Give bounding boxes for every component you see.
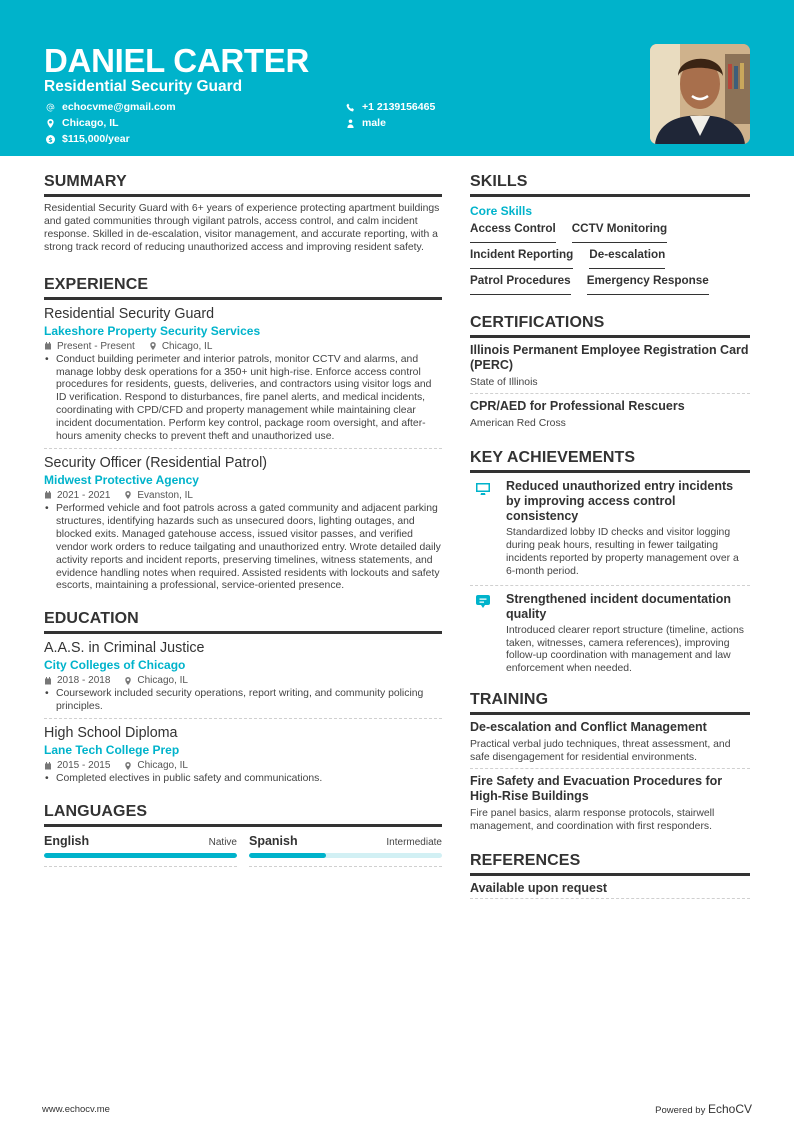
money-icon <box>44 133 56 145</box>
skill-tag: Incident Reporting <box>470 247 573 269</box>
references-section <box>470 851 750 899</box>
location-pin-icon <box>124 677 132 685</box>
language-name: Spanish <box>249 834 298 849</box>
contact-email[interactable]: echocvme@gmail.com <box>44 100 176 114</box>
school-name: Lane Tech College Prep <box>44 743 180 758</box>
monitor-icon <box>475 481 491 497</box>
proficiency-bar-fill <box>249 853 326 858</box>
job-title: Residential Security Guard <box>44 305 215 322</box>
skill-tag: Patrol Procedures <box>470 273 571 295</box>
entry-meta <box>44 340 442 353</box>
at-icon <box>44 101 56 113</box>
proficiency-bar <box>44 853 237 858</box>
experience-section <box>44 275 442 598</box>
language-name: English <box>44 834 90 849</box>
degree: A.A.S. in Criminal Justice <box>44 640 205 657</box>
contact-gender: male <box>344 116 386 130</box>
calendar-icon <box>44 677 52 685</box>
job-title: Security Officer (Residential Patrol) <box>44 454 268 471</box>
profile-photo <box>650 44 750 144</box>
person-icon <box>344 117 356 129</box>
achievement-item <box>470 586 750 683</box>
experience-entry <box>44 300 442 449</box>
company-name: Lakeshore Property Security Services <box>44 323 261 338</box>
left-column <box>44 172 442 867</box>
languages-section <box>44 802 442 867</box>
section-title: SUMMARY <box>44 172 442 197</box>
certification-item <box>470 338 750 394</box>
training-section <box>470 690 750 837</box>
entry-meta <box>44 674 442 687</box>
training-item <box>470 715 750 769</box>
svg-text:$: $ <box>47 136 53 144</box>
phone-icon <box>344 101 356 113</box>
education-section <box>44 609 442 790</box>
entry-bullet: • Performed vehicle and foot patrols across a gated community and adjacent parking structures, identifying hazards such as unsecured doors, lighting outages, and blocked exits. Managed gatehouse access, issued visitor passes, and verified vendor work orders to reduce tailgating and unauthorized entry. Wrote detailed daily activity reports and incident reports, preserving timelines, witness statements, and evidence handling notes when required. Assisted residents with lockouts and safety escorts, maintaining a professional, service-oriented presence. <box>44 503 442 593</box>
achievements-section <box>470 448 750 682</box>
chat-icon <box>475 594 491 610</box>
language-item <box>44 833 237 867</box>
school-name: City Colleges of Chicago <box>44 658 186 673</box>
entry-dates: 2018 - 2018 <box>57 675 111 687</box>
skill-tag: Access Control <box>470 221 556 243</box>
training-desc: Fire panel basics, alarm response protocols, stairwell management, and coordination with first responders. <box>470 808 715 833</box>
contact-phone[interactable]: +1 2139156465 <box>344 100 435 114</box>
certification-name: CPR/AED for Professional Rescuers <box>470 399 685 413</box>
skill-group-title: Core Skills <box>470 204 533 218</box>
summary-section <box>44 172 442 255</box>
section-title: REFERENCES <box>470 851 750 876</box>
section-title: SKILLS <box>470 172 750 197</box>
certification-name: Illinois Permanent Employee Registration Card (PERC) <box>470 343 749 372</box>
proficiency-bar <box>249 853 442 858</box>
entry-bullet: • Conduct building perimeter and interior patrols, monitor CCTV and alarms, and manage lobby desk operations for a 350+ unit high-rise. Enforce access control procedures for residents, guests, deliveries, and contractors using visitor logs and ID verification. Respond to disturbances, fire panel alerts, and medical incidents, coordinating with CPD/CFD and property management while maintaining clear incident documentation. Perform key control, package room oversight, and after-hours amenity checks to prevent theft and unauthorized use. <box>44 354 442 444</box>
certifications-section <box>470 313 750 434</box>
language-level: Intermediate <box>386 837 442 849</box>
skills-section <box>470 172 750 299</box>
candidate-name: DANIEL CARTER <box>44 42 309 79</box>
entry-dates: 2015 - 2015 <box>57 760 111 772</box>
achievement-title: Reduced unauthorized entry incidents by improving access control consistency <box>506 479 734 523</box>
certification-issuer: American Red Cross <box>470 418 566 429</box>
training-name: Fire Safety and Evacuation Procedures for High-Rise Buildings <box>470 774 723 804</box>
certification-issuer: State of Illinois <box>470 377 538 388</box>
candidate-title: Residential Security Guard <box>44 78 243 95</box>
calendar-icon <box>44 342 52 350</box>
training-name: De-escalation and Conflict Management <box>470 720 707 735</box>
entry-dates: 2021 - 2021 <box>57 489 111 501</box>
entry-location: Chicago, IL <box>137 675 188 687</box>
skill-tag: De-escalation <box>589 247 665 269</box>
skill-tag: CCTV Monitoring <box>572 221 667 243</box>
company-name: Midwest Protective Agency <box>44 472 199 487</box>
education-entry <box>44 719 442 790</box>
education-entry <box>44 634 442 719</box>
entry-meta <box>44 759 442 772</box>
brand-name: EchoCV <box>707 1102 752 1116</box>
section-title: KEY ACHIEVEMENTS <box>470 448 750 473</box>
right-column <box>470 172 750 899</box>
section-title: LANGUAGES <box>44 802 442 827</box>
section-title: CERTIFICATIONS <box>470 313 750 338</box>
training-item <box>470 769 750 837</box>
location-pin-icon <box>124 762 132 770</box>
summary-text: Residential Security Guard with 6+ years of experience protecting apartment buildings and gated communities through vigilant patrols, access control, and calm incident response. Skilled in de-escalation, visitor management, and accurate reporting, with a strong track record of reducing unauthorized access and improving resident safety. <box>44 203 440 253</box>
calendar-icon <box>44 491 52 499</box>
entry-location: Chicago, IL <box>137 760 188 772</box>
section-title: EDUCATION <box>44 609 442 634</box>
entry-bullet: • Coursework included security operations, report writing, and community policing principles. <box>44 688 442 714</box>
contact-salary: $ $115,000/year <box>44 132 130 146</box>
entry-location: Evanston, IL <box>137 489 193 501</box>
skill-list <box>470 221 750 299</box>
training-desc: Practical verbal judo techniques, threat assessment, and safe disengagement for residential environments. <box>470 739 731 764</box>
language-item <box>249 833 442 867</box>
calendar-icon <box>44 762 52 770</box>
achievement-desc: Standardized lobby ID checks and visitor logging during peak hours, resulting in fewer tailgating incidents reported by property management over a 6-month period. <box>506 527 739 577</box>
experience-entry <box>44 449 442 597</box>
section-title: EXPERIENCE <box>44 275 442 300</box>
certification-item <box>470 394 750 434</box>
proficiency-bar-fill <box>44 853 237 858</box>
achievement-title: Strengthened incident documentation quality <box>506 591 732 621</box>
contact-location: Chicago, IL <box>44 116 119 130</box>
degree: High School Diploma <box>44 725 178 742</box>
achievement-item <box>470 473 750 586</box>
location-pin-icon <box>124 491 132 499</box>
footer-powered-by[interactable]: Powered by EchoCV <box>655 1102 752 1116</box>
references-text: Available upon request <box>470 876 750 899</box>
entry-location: Chicago, IL <box>161 340 213 352</box>
language-level: Native <box>208 837 237 849</box>
entry-meta <box>44 489 442 502</box>
skill-tag: Emergency Response <box>587 273 709 295</box>
section-title: TRAINING <box>470 690 750 715</box>
resume-header <box>0 0 794 156</box>
location-pin-icon <box>149 342 157 350</box>
entry-bullet: • Completed electives in public safety and communications. <box>44 773 442 786</box>
location-pin-icon <box>44 117 56 129</box>
footer-website[interactable]: www.echocv.me <box>42 1104 110 1115</box>
entry-dates: Present - Present <box>57 340 135 352</box>
achievement-desc: Introduced clearer report structure (timeline, actions taken, witnesses, camera references), improving follow-up coordination with management and law enforcement when needed. <box>506 624 744 675</box>
